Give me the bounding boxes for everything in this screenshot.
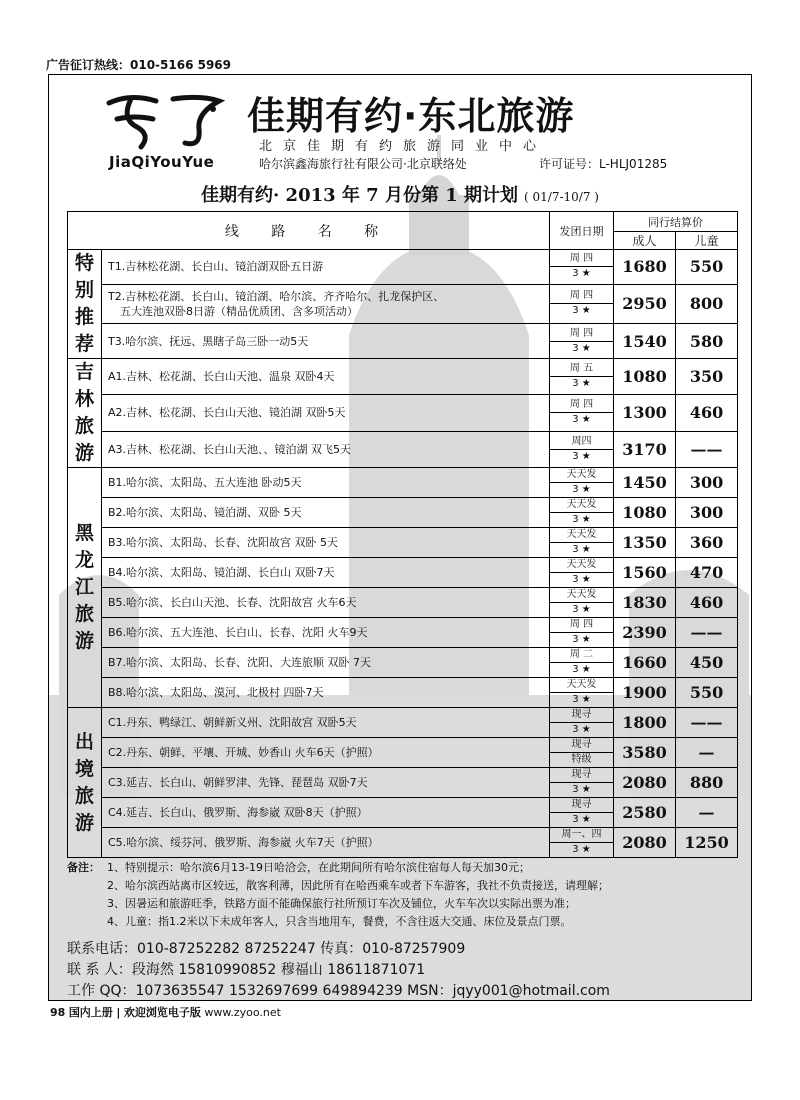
route-table-body <box>68 250 738 858</box>
page-footer <box>50 1004 281 1020</box>
plan-title-text: 佳期有约· 2013 年 7 月份第 1 期计划 <box>201 185 519 206</box>
adult-price: 1080 <box>614 498 676 528</box>
permit-number: 许可证号：L-HLJ01285 <box>539 157 668 171</box>
notes-label: 备注： <box>67 861 100 874</box>
adult-price: 1900 <box>614 678 676 708</box>
hotel-grade: 3 ★ <box>572 378 591 390</box>
hotel-grade: 3 ★ <box>572 664 591 675</box>
departure-day: 天天发 <box>550 498 613 513</box>
brand-title: 佳期有约·东北旅游 <box>247 94 575 138</box>
adult-price: 1080 <box>614 359 676 395</box>
child-price: 360 <box>676 528 738 558</box>
hotel-grade: 特级 <box>571 754 592 765</box>
route-row <box>68 618 738 648</box>
adult-price: 1800 <box>614 708 676 738</box>
departure-day: 天天发 <box>550 588 613 603</box>
route-name-text: T3.哈尔滨、抚远、黑瞎子岛三卧一动5天 <box>108 334 309 348</box>
route-name <box>102 468 550 498</box>
departure-cell <box>550 588 614 618</box>
route-name-text-line2: 五大连池双卧8日游（精品优质团、含多项活动） <box>120 304 358 318</box>
hotel-grade: 3 ★ <box>572 414 591 426</box>
route-name-text: C5.哈尔滨、绥芬河、俄罗斯、海参崴 火车7天（护照） <box>108 836 379 849</box>
category-char: 吉 <box>74 361 94 383</box>
departure-cell <box>550 798 614 828</box>
route-row <box>68 284 738 323</box>
category-label <box>68 708 102 858</box>
route-name <box>102 359 550 395</box>
header-price-group: 同行结算价 <box>614 212 738 232</box>
calligraphy-logo-icon <box>101 89 231 151</box>
adult-price: 1540 <box>614 324 676 359</box>
route-row <box>68 768 738 798</box>
route-name-text: C1.丹东、鸭绿江、朝鲜新义州、沈阳故宫 双卧5天 <box>108 716 357 729</box>
child-price: 800 <box>676 284 738 323</box>
child-price: —— <box>676 708 738 738</box>
route-name <box>102 558 550 588</box>
category-char: 游 <box>74 630 94 652</box>
child-price: — <box>676 738 738 768</box>
route-name <box>102 284 550 323</box>
category-label <box>68 468 102 708</box>
route-name-text: A1.吉林、松花湖、长白山天池、温泉 双卧4天 <box>108 370 335 384</box>
logo-text: JiaQiYouYue <box>109 153 215 171</box>
hotel-grade: 3 ★ <box>572 268 591 280</box>
departure-cell <box>550 359 614 395</box>
note-item: 3、因暑运和旅游旺季，铁路方面不能确保旅行社所预订车次及铺位，火车车次以实际出票为准； <box>107 897 576 910</box>
hotel-grade: 3 ★ <box>572 724 591 735</box>
departure-cell <box>550 468 614 498</box>
route-name <box>102 498 550 528</box>
route-row <box>68 498 738 528</box>
route-name <box>102 648 550 678</box>
hotel-grade: 3 ★ <box>572 450 591 462</box>
route-name-text: B4.哈尔滨、太阳岛、镜泊湖、长白山 双卧7天 <box>108 566 335 579</box>
route-name-text: T2.吉林松花湖、长白山、镜泊湖、哈尔滨、齐齐哈尔、扎龙保护区、 <box>108 289 445 303</box>
category-char: 荐 <box>74 333 94 355</box>
route-name <box>102 678 550 708</box>
category-char: 别 <box>74 279 94 301</box>
departure-day: 周一、四 <box>550 828 613 843</box>
route-name <box>102 528 550 558</box>
route-row <box>68 678 738 708</box>
route-name <box>102 828 550 858</box>
adult-price: 1680 <box>614 250 676 285</box>
child-price: 460 <box>676 395 738 431</box>
route-name-text: A3.吉林、松花湖、长白山天池、、镜泊湖 双飞5天 <box>108 442 352 456</box>
category-char: 龙 <box>74 549 94 571</box>
departure-cell <box>550 828 614 858</box>
adult-price: 2080 <box>614 768 676 798</box>
departure-cell <box>550 528 614 558</box>
plan-title <box>49 183 751 211</box>
departure-cell <box>550 395 614 431</box>
hotel-grade: 3 ★ <box>572 844 591 855</box>
child-price: 450 <box>676 648 738 678</box>
route-row <box>68 708 738 738</box>
child-price: 550 <box>676 678 738 708</box>
route-name <box>102 324 550 359</box>
category-char: 旅 <box>74 415 94 437</box>
child-price: —— <box>676 431 738 467</box>
brand-subtitle: 北京佳期有约旅游同业中心 <box>259 139 548 154</box>
child-price: 880 <box>676 768 738 798</box>
route-name <box>102 431 550 467</box>
child-price: 1250 <box>676 828 738 858</box>
departure-cell <box>550 768 614 798</box>
departure-cell <box>550 498 614 528</box>
note-item: 2、哈尔滨西站离市区较远，散客利薄，因此所有在哈西乘车或者下车游客，我社不负责接送，请理解； <box>107 879 609 892</box>
child-price: 580 <box>676 324 738 359</box>
departure-day: 现寻 <box>550 768 613 783</box>
hotel-grade: 3 ★ <box>572 574 591 585</box>
departure-day: 周 五 <box>550 362 613 377</box>
child-price: 350 <box>676 359 738 395</box>
route-name-text: C3.延吉、长白山、朝鲜罗津、先锋、琵琶岛 双卧7天 <box>108 776 368 789</box>
departure-cell <box>550 708 614 738</box>
route-name <box>102 250 550 285</box>
category-char: 特 <box>74 252 94 274</box>
category-char: 出 <box>74 730 94 753</box>
category-char: 境 <box>74 757 94 780</box>
hotel-grade: 3 ★ <box>572 514 591 525</box>
contact-person: 联 系 人：段海然 15810990852 穆福山 18611871071 <box>67 962 426 978</box>
plan-dates: ( 01/7-10/7 ) <box>524 190 599 204</box>
route-name <box>102 708 550 738</box>
adult-price: 1350 <box>614 528 676 558</box>
route-row <box>68 468 738 498</box>
route-row <box>68 558 738 588</box>
departure-cell <box>550 618 614 648</box>
route-row <box>68 431 738 467</box>
hotel-grade: 3 ★ <box>572 634 591 645</box>
departure-day: 周 二 <box>550 648 613 663</box>
adult-price: 2390 <box>614 618 676 648</box>
departure-day: 现寻 <box>550 738 613 753</box>
hotel-grade: 3 ★ <box>572 784 591 795</box>
departure-day: 现寻 <box>550 798 613 813</box>
child-price: 460 <box>676 588 738 618</box>
departure-day: 现寻 <box>550 708 613 723</box>
hotel-grade: 3 ★ <box>572 342 591 354</box>
departure-day: 天天发 <box>550 678 613 693</box>
ad-hotline: 广告征订热线：010-5166 5969 <box>46 58 232 72</box>
departure-cell <box>550 738 614 768</box>
page-number: 98 <box>50 1006 66 1019</box>
route-name-text: A2.吉林、松花湖、长白山天池、镜泊湖 双卧5天 <box>108 406 346 420</box>
hotel-grade: 3 ★ <box>572 814 591 825</box>
route-row <box>68 528 738 558</box>
route-name <box>102 768 550 798</box>
departure-cell <box>550 431 614 467</box>
route-name-text: C2.丹东、朝鲜、平壤、开城、妙香山 火车6天（护照） <box>108 746 379 759</box>
route-row <box>68 828 738 858</box>
category-char: 游 <box>74 811 94 834</box>
route-name-text: B7.哈尔滨、太阳岛、长春、沈阳、大连旅顺 双卧 7天 <box>108 656 372 669</box>
note-item: 4、儿童：指1.2米以下未成年客人，只含当地用车，餐费，不含往返大交通、床位及景点门票。 <box>107 915 572 928</box>
child-price: 300 <box>676 468 738 498</box>
adult-price: 1660 <box>614 648 676 678</box>
header-child: 儿童 <box>676 232 738 250</box>
header-adult: 成人 <box>614 232 676 250</box>
departure-day: 天天发 <box>550 558 613 573</box>
departure-day: 周 四 <box>550 252 613 267</box>
footer-url: www.zyoo.net <box>204 1006 281 1019</box>
route-name-text: B3.哈尔滨、太阳岛、长春、沈阳故宫 双卧 5天 <box>108 536 339 549</box>
category-char: 旅 <box>74 784 94 807</box>
route-row <box>68 738 738 768</box>
hotel-grade: 3 ★ <box>572 544 591 555</box>
category-label <box>68 359 102 468</box>
contact-qq: 工作 QQ：1073635547 1532697699 649894239 MSN：jqyy001@hotmail.com <box>67 983 610 999</box>
hotel-grade: 3 ★ <box>572 604 591 615</box>
route-row <box>68 395 738 431</box>
departure-cell <box>550 678 614 708</box>
route-name-text: B5.哈尔滨、长白山天池、长春、沈阳故宫 火车6天 <box>108 596 357 609</box>
child-price: 300 <box>676 498 738 528</box>
category-char: 黑 <box>74 522 94 544</box>
route-name <box>102 618 550 648</box>
footer-section: 国内上册 <box>68 1006 113 1019</box>
note-item: 1、特别提示：哈尔滨6月13-19日哈洽会，在此期间所有哈尔滨住宿每人每天加30元； <box>107 861 530 874</box>
hotel-grade: 3 ★ <box>572 694 591 705</box>
route-row <box>68 648 738 678</box>
route-name-text: B6.哈尔滨、五大连池、长白山、长春、沈阳 火车9天 <box>108 626 368 639</box>
route-row <box>68 798 738 828</box>
adult-price: 3170 <box>614 431 676 467</box>
child-price: 550 <box>676 250 738 285</box>
footer-text: 欢迎浏览电子版 <box>123 1006 201 1019</box>
child-price: — <box>676 798 738 828</box>
departure-day: 周 四 <box>550 618 613 633</box>
adult-price: 2580 <box>614 798 676 828</box>
departure-cell <box>550 648 614 678</box>
brand-header <box>49 75 751 183</box>
header-route-name: 线 路 名 称 <box>68 212 550 250</box>
route-name <box>102 588 550 618</box>
adult-price: 1560 <box>614 558 676 588</box>
adult-price: 1450 <box>614 468 676 498</box>
route-name <box>102 395 550 431</box>
route-row <box>68 250 738 285</box>
route-price-table <box>67 211 738 858</box>
departure-day: 周 四 <box>550 327 613 342</box>
adult-price: 2950 <box>614 284 676 323</box>
header-departure: 发团日期 <box>550 212 614 250</box>
contact-phone: 联系电话：010-87252282 87252247 传真：010-87257909 <box>67 941 466 957</box>
departure-day: 天天发 <box>550 528 613 543</box>
adult-price: 2080 <box>614 828 676 858</box>
route-row <box>68 588 738 618</box>
departure-cell <box>550 324 614 359</box>
route-name-text: T1.吉林松花湖、长白山、镜泊湖双卧五日游 <box>108 260 324 274</box>
departure-day: 周 四 <box>550 289 613 304</box>
footer-separator: | <box>116 1006 121 1019</box>
child-price: 470 <box>676 558 738 588</box>
route-row <box>68 359 738 395</box>
hotel-grade: 3 ★ <box>572 484 591 495</box>
route-name-text: B8.哈尔滨、太阳岛、漠河、北极村 四卧7天 <box>108 686 324 699</box>
adult-price: 1300 <box>614 395 676 431</box>
departure-cell <box>550 558 614 588</box>
departure-day: 周四 <box>550 435 613 450</box>
child-price: —— <box>676 618 738 648</box>
category-char: 旅 <box>74 603 94 625</box>
route-name <box>102 738 550 768</box>
hotel-grade: 3 ★ <box>572 305 591 317</box>
route-name-text: B2.哈尔滨、太阳岛、镜泊湖、双卧 5天 <box>108 506 302 519</box>
adult-price: 3580 <box>614 738 676 768</box>
category-char: 林 <box>74 388 94 410</box>
route-row <box>68 324 738 359</box>
category-label <box>68 250 102 359</box>
route-name-text: C4.延吉、长白山、俄罗斯、海参崴 双卧8天（护照） <box>108 806 368 819</box>
route-name-text: B1.哈尔滨、太阳岛、五大连池 卧动5天 <box>108 476 302 489</box>
departure-cell <box>550 250 614 285</box>
route-name <box>102 798 550 828</box>
departure-day: 周 四 <box>550 398 613 413</box>
category-char: 游 <box>74 442 94 464</box>
itinerary-ad-frame <box>48 74 752 1001</box>
departure-day: 天天发 <box>550 468 613 483</box>
company-name: 哈尔滨鑫海旅行社有限公司·北京联络处 <box>259 157 467 171</box>
category-char: 推 <box>74 306 94 328</box>
departure-cell <box>550 284 614 323</box>
category-char: 江 <box>74 576 94 598</box>
adult-price: 1830 <box>614 588 676 618</box>
